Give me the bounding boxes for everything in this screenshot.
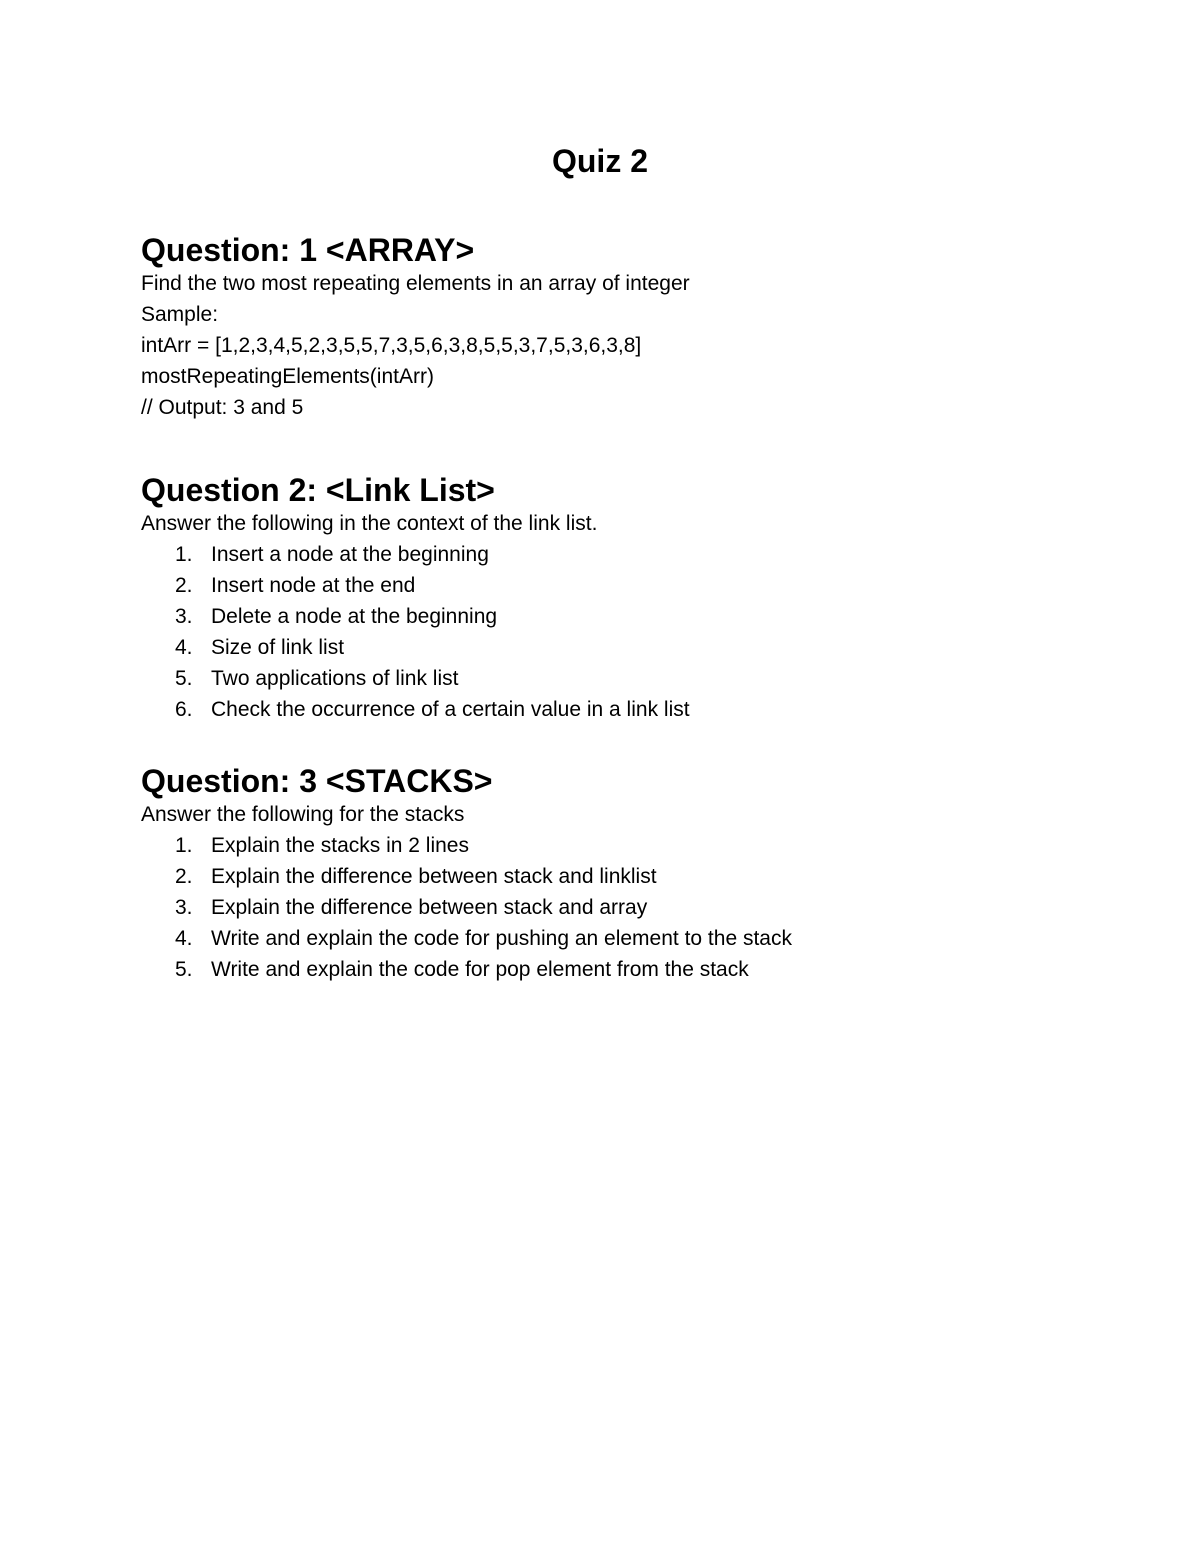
list-item-number: 2. [175, 574, 193, 597]
question-3-intro: Answer the following for the stacks [141, 803, 465, 826]
list-item-text: Write and explain the code for pushing an element to the stack [211, 927, 792, 950]
list-item [141, 601, 1101, 632]
list-item-number: 4. [175, 636, 193, 659]
list-item-number: 2. [175, 865, 193, 888]
list-item [141, 663, 1101, 694]
list-item-text: Explain the stacks in 2 lines [211, 834, 469, 857]
question-2-section [141, 470, 1101, 725]
list-item [141, 892, 1101, 923]
list-item [141, 570, 1101, 601]
list-item [141, 954, 1101, 985]
list-item-number: 6. [175, 698, 193, 721]
list-item-number: 4. [175, 927, 193, 950]
list-item [141, 861, 1101, 892]
list-item-text: Explain the difference between stack and array [211, 896, 648, 919]
question-1-sample-call: mostRepeatingElements(intArr) [141, 365, 434, 388]
document-title: Quiz 2 [551, 143, 648, 179]
question-3-heading: Question: 3 <STACKS> [141, 763, 493, 799]
list-item-number: 3. [175, 605, 193, 628]
list-item [141, 632, 1101, 663]
list-item-number: 1. [175, 543, 193, 566]
question-1-section [141, 230, 1101, 423]
list-item-number: 1. [175, 834, 193, 857]
question-3-section [141, 761, 1101, 985]
list-item-number: 3. [175, 896, 193, 919]
list-item-text: Size of link list [211, 636, 345, 659]
list-item-text: Two applications of link list [211, 667, 459, 690]
list-item-text: Check the occurrence of a certain value in a link list [211, 698, 690, 721]
list-item-text: Insert node at the end [211, 574, 416, 597]
list-item-number: 5. [175, 958, 193, 981]
question-1-prompt: Find the two most repeating elements in an array of integer [141, 272, 690, 295]
question-2-heading: Question 2: <Link List> [141, 472, 495, 508]
list-item-text: Insert a node at the beginning [211, 543, 489, 566]
list-item [141, 694, 1101, 725]
question-1-sample-label: Sample: [141, 303, 219, 326]
question-2-intro: Answer the following in the context of the link list. [141, 512, 598, 535]
list-item [141, 923, 1101, 954]
list-item-text: Explain the difference between stack and linklist [211, 865, 657, 888]
question-2-list [141, 539, 1101, 725]
question-1-sample-array: intArr = [1,2,3,4,5,2,3,5,5,7,3,5,6,3,8,5,5,3,7,5,3,6,3,8] [141, 334, 642, 357]
question-1-sample-output: // Output: 3 and 5 [141, 396, 304, 419]
list-item-text: Write and explain the code for pop element from the stack [211, 958, 749, 981]
list-item-number: 5. [175, 667, 193, 690]
list-item-text: Delete a node at the beginning [211, 605, 498, 628]
question-1-heading: Question: 1 <ARRAY> [141, 232, 475, 268]
list-item [141, 830, 1101, 861]
list-item [141, 539, 1101, 570]
question-3-list [141, 830, 1101, 985]
